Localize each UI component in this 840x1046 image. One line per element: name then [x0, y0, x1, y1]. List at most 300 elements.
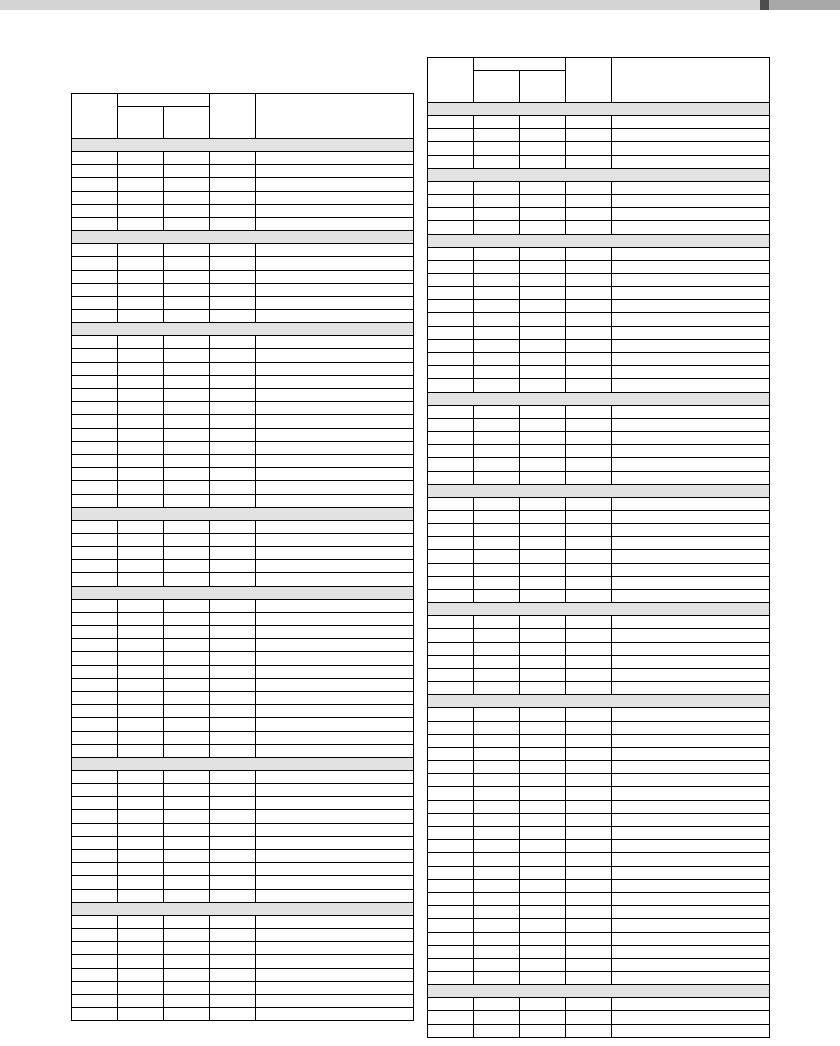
table-row: [428, 116, 770, 129]
table-cell: [474, 682, 520, 695]
table-cell: [520, 853, 566, 866]
table-row: [428, 247, 770, 260]
table-row: [72, 336, 414, 349]
table-cell: [612, 708, 770, 721]
table-cell: [72, 744, 118, 757]
table-cell: [164, 599, 210, 612]
table-cell: [164, 665, 210, 678]
table-cell: [612, 892, 770, 905]
section-cell: [72, 902, 414, 915]
table-cell: [164, 257, 210, 270]
table-row: [428, 1011, 770, 1024]
table-cell: [210, 362, 256, 375]
table-cell: [474, 431, 520, 444]
table-cell: [118, 928, 164, 941]
table-cell: [566, 273, 612, 286]
table-cell: [164, 560, 210, 573]
table-cell: [428, 155, 474, 168]
table-cell: [164, 797, 210, 810]
table-cell: [474, 1011, 520, 1024]
table-cell: [428, 642, 474, 655]
table-cell: [474, 221, 520, 234]
table-cell: [72, 770, 118, 783]
table-cell: [566, 247, 612, 260]
table-cell: [520, 366, 566, 379]
table-cell: [520, 260, 566, 273]
table-cell: [566, 129, 612, 142]
table-cell: [566, 787, 612, 800]
table-cell: [164, 389, 210, 402]
table-cell: [566, 747, 612, 760]
table-cell: [256, 547, 414, 560]
table-cell: [210, 928, 256, 941]
table-cell: [520, 879, 566, 892]
table-cell: [164, 165, 210, 178]
table-cell: [520, 287, 566, 300]
table-row: [428, 787, 770, 800]
table-cell: [72, 955, 118, 968]
table-cell: [118, 283, 164, 296]
table-cell: [612, 379, 770, 392]
table-cell: [612, 497, 770, 510]
table-cell: [428, 300, 474, 313]
table-cell: [520, 629, 566, 642]
table-row: [428, 181, 770, 194]
table-cell: [210, 731, 256, 744]
table-cell: [164, 441, 210, 454]
table-cell: [164, 744, 210, 757]
table-cell: [520, 550, 566, 563]
table-cell: [520, 471, 566, 484]
table-cell: [118, 191, 164, 204]
table-cell: [118, 204, 164, 217]
table-cell: [164, 481, 210, 494]
table-cell: [474, 747, 520, 760]
section-cell: [428, 392, 770, 405]
table-cell: [566, 563, 612, 576]
table-cell: [474, 116, 520, 129]
section-row: [72, 586, 414, 599]
table-cell: [256, 178, 414, 191]
table-row: [428, 287, 770, 300]
table-cell: [210, 836, 256, 849]
section-row: [428, 168, 770, 181]
table-cell: [210, 626, 256, 639]
table-row: [428, 853, 770, 866]
table-cell: [566, 418, 612, 431]
table-row: [72, 665, 414, 678]
table-cell: [164, 336, 210, 349]
table-cell: [474, 313, 520, 326]
section-row: [72, 139, 414, 152]
table-cell: [612, 616, 770, 629]
table-row: [428, 208, 770, 221]
table-cell: [428, 471, 474, 484]
table-cell: [210, 481, 256, 494]
table-cell: [474, 655, 520, 668]
table-cell: [118, 665, 164, 678]
table-cell: [256, 731, 414, 744]
table-cell: [72, 652, 118, 665]
table-row: [72, 375, 414, 388]
table-cell: [164, 204, 210, 217]
table-cell: [210, 942, 256, 955]
table-cell: [474, 721, 520, 734]
table-cell: [520, 431, 566, 444]
table-cell: [256, 441, 414, 454]
table-cell: [256, 204, 414, 217]
table-cell: [612, 273, 770, 286]
table-cell: [520, 221, 566, 234]
table-cell: [566, 194, 612, 207]
table-cell: [210, 652, 256, 665]
table-cell: [256, 691, 414, 704]
section-cell: [428, 234, 770, 247]
table-cell: [210, 349, 256, 362]
table-cell: [256, 1008, 414, 1021]
table-row: [428, 379, 770, 392]
table-cell: [566, 958, 612, 971]
table-cell: [118, 599, 164, 612]
table-cell: [520, 208, 566, 221]
table-cell: [256, 994, 414, 1007]
table-cell: [566, 497, 612, 510]
table-cell: [164, 191, 210, 204]
table-cell: [118, 994, 164, 1007]
table-cell: [72, 665, 118, 678]
table-cell: [256, 889, 414, 902]
table-row: [428, 827, 770, 840]
table-cell: [474, 958, 520, 971]
table-cell: [428, 366, 474, 379]
table-cell: [118, 612, 164, 625]
table-cell: [520, 353, 566, 366]
table-cell: [72, 876, 118, 889]
table-row: [72, 441, 414, 454]
table-cell: [210, 639, 256, 652]
table-cell: [612, 366, 770, 379]
table-cell: [256, 942, 414, 955]
table-cell: [118, 797, 164, 810]
table-cell: [164, 402, 210, 415]
table-cell: [566, 998, 612, 1011]
table-cell: [428, 813, 474, 826]
table-cell: [612, 576, 770, 589]
table-cell: [612, 774, 770, 787]
table-cell: [566, 471, 612, 484]
table-cell: [428, 840, 474, 853]
table-cell: [210, 191, 256, 204]
table-cell: [474, 919, 520, 932]
table-cell: [428, 958, 474, 971]
table-cell: [474, 208, 520, 221]
section-cell: [428, 103, 770, 116]
table-cell: [428, 892, 474, 905]
table-row: [428, 721, 770, 734]
table-cell: [566, 642, 612, 655]
table-cell: [566, 866, 612, 879]
table-cell: [164, 533, 210, 546]
table-row: [72, 994, 414, 1007]
table-cell: [164, 178, 210, 191]
table-cell: [520, 734, 566, 747]
table-row: [72, 612, 414, 625]
table-cell: [210, 152, 256, 165]
table-cell: [612, 300, 770, 313]
table-row: [72, 481, 414, 494]
table-cell: [566, 221, 612, 234]
table-cell: [164, 836, 210, 849]
table-cell: [612, 761, 770, 774]
section-row: [428, 234, 770, 247]
table-cell: [428, 616, 474, 629]
table-cell: [520, 405, 566, 418]
table-cell: [474, 471, 520, 484]
table-cell: [520, 300, 566, 313]
table-cell: [474, 642, 520, 655]
table-cell: [612, 510, 770, 523]
section-cell: [72, 586, 414, 599]
table-cell: [612, 353, 770, 366]
table-cell: [256, 784, 414, 797]
table-cell: [474, 155, 520, 168]
table-cell: [210, 797, 256, 810]
table-cell: [520, 379, 566, 392]
section-cell: [428, 985, 770, 998]
table-cell: [256, 191, 414, 204]
table-cell: [72, 415, 118, 428]
table-cell: [256, 481, 414, 494]
table-cell: [428, 761, 474, 774]
table-cell: [210, 770, 256, 783]
table-cell: [256, 639, 414, 652]
table-cell: [566, 761, 612, 774]
table-cell: [474, 497, 520, 510]
table-cell: [474, 142, 520, 155]
section-row: [72, 902, 414, 915]
table-cell: [474, 840, 520, 853]
section-cell: [428, 603, 770, 616]
table-cell: [566, 945, 612, 958]
table-cell: [612, 129, 770, 142]
table-row: [72, 626, 414, 639]
table-cell: [566, 181, 612, 194]
table-cell: [256, 836, 414, 849]
section-cell: [72, 323, 414, 336]
table-cell: [474, 787, 520, 800]
table-cell: [612, 260, 770, 273]
table-cell: [566, 116, 612, 129]
table-cell: [210, 994, 256, 1007]
table-cell: [118, 942, 164, 955]
table-cell: [72, 810, 118, 823]
table-cell: [428, 919, 474, 932]
table-cell: [520, 142, 566, 155]
table-cell: [72, 718, 118, 731]
table-cell: [256, 968, 414, 981]
table-cell: [256, 296, 414, 309]
table-cell: [256, 810, 414, 823]
table-cell: [164, 928, 210, 941]
table-cell: [256, 850, 414, 863]
table-row: [72, 310, 414, 323]
subheader-cell: [118, 107, 164, 139]
table-cell: [118, 428, 164, 441]
table-row: [72, 283, 414, 296]
table-cell: [428, 708, 474, 721]
table-row: [428, 260, 770, 273]
table-cell: [164, 994, 210, 1007]
table-cell: [520, 787, 566, 800]
table-cell: [474, 524, 520, 537]
table-cell: [428, 524, 474, 537]
table-cell: [428, 221, 474, 234]
table-cell: [520, 972, 566, 985]
table-row: [72, 244, 414, 257]
table-cell: [612, 866, 770, 879]
table-cell: [256, 428, 414, 441]
table-row: [72, 652, 414, 665]
table-cell: [72, 454, 118, 467]
section-cell: [428, 695, 770, 708]
table-cell: [72, 560, 118, 573]
table-row: [428, 945, 770, 958]
table-cell: [474, 629, 520, 642]
table-row: [72, 1008, 414, 1021]
table-cell: [210, 257, 256, 270]
table-row: [72, 533, 414, 546]
table-cell: [72, 994, 118, 1007]
table-cell: [118, 823, 164, 836]
table-cell: [428, 682, 474, 695]
table-cell: [164, 731, 210, 744]
table-cell: [428, 379, 474, 392]
table-cell: [566, 708, 612, 721]
table-cell: [118, 178, 164, 191]
table-cell: [256, 270, 414, 283]
table-cell: [612, 537, 770, 550]
table-cell: [164, 428, 210, 441]
table-cell: [164, 955, 210, 968]
table-cell: [72, 850, 118, 863]
table-cell: [72, 942, 118, 955]
table-cell: [520, 655, 566, 668]
table-cell: [520, 497, 566, 510]
table-cell: [210, 270, 256, 283]
table-cell: [566, 155, 612, 168]
table-cell: [118, 481, 164, 494]
table-cell: [474, 616, 520, 629]
table-cell: [520, 919, 566, 932]
table-cell: [566, 840, 612, 853]
table-cell: [520, 273, 566, 286]
table-cell: [118, 770, 164, 783]
table-cell: [520, 866, 566, 879]
table-cell: [566, 550, 612, 563]
table-cell: [118, 876, 164, 889]
table-cell: [118, 705, 164, 718]
table-cell: [164, 889, 210, 902]
table-cell: [474, 906, 520, 919]
table-cell: [474, 576, 520, 589]
table-row: [428, 774, 770, 787]
table-cell: [72, 428, 118, 441]
table-cell: [566, 629, 612, 642]
table-cell: [72, 494, 118, 507]
table-cell: [566, 906, 612, 919]
table-cell: [612, 431, 770, 444]
table-cell: [428, 116, 474, 129]
table-cell: [474, 458, 520, 471]
table-cell: [118, 310, 164, 323]
table-cell: [428, 590, 474, 603]
table-row: [428, 550, 770, 563]
table-cell: [566, 353, 612, 366]
table-row: [428, 194, 770, 207]
table-cell: [256, 257, 414, 270]
table-cell: [164, 310, 210, 323]
table-cell: [474, 892, 520, 905]
table-cell: [72, 283, 118, 296]
section-cell: [428, 168, 770, 181]
table-cell: [164, 784, 210, 797]
table-cell: [566, 405, 612, 418]
table-cell: [474, 734, 520, 747]
table-cell: [474, 510, 520, 523]
table-cell: [612, 1011, 770, 1024]
table-cell: [474, 866, 520, 879]
table-cell: [72, 863, 118, 876]
table-cell: [164, 1008, 210, 1021]
table-cell: [474, 445, 520, 458]
table-row: [72, 296, 414, 309]
table-row: [72, 968, 414, 981]
table-row: [428, 300, 770, 313]
table-cell: [256, 955, 414, 968]
table-row: [428, 906, 770, 919]
table-cell: [72, 599, 118, 612]
table-cell: [566, 510, 612, 523]
table-row: [72, 797, 414, 810]
table-cell: [428, 998, 474, 1011]
table-cell: [474, 273, 520, 286]
table-cell: [566, 142, 612, 155]
table-row: [72, 928, 414, 941]
table-cell: [118, 336, 164, 349]
table-cell: [118, 533, 164, 546]
section-row: [428, 603, 770, 616]
table-cell: [612, 800, 770, 813]
table-cell: [118, 296, 164, 309]
table-cell: [612, 445, 770, 458]
table-cell: [118, 441, 164, 454]
table-cell: [210, 178, 256, 191]
table-cell: [72, 349, 118, 362]
table-cell: [118, 955, 164, 968]
table-cell: [566, 972, 612, 985]
table-cell: [256, 928, 414, 941]
table-cell: [520, 247, 566, 260]
table-cell: [520, 510, 566, 523]
table-cell: [210, 402, 256, 415]
table-cell: [520, 1011, 566, 1024]
table-cell: [566, 537, 612, 550]
table-cell: [474, 287, 520, 300]
table-row: [72, 863, 414, 876]
table-cell: [118, 152, 164, 165]
section-cell: [72, 231, 414, 244]
table-row: [72, 165, 414, 178]
